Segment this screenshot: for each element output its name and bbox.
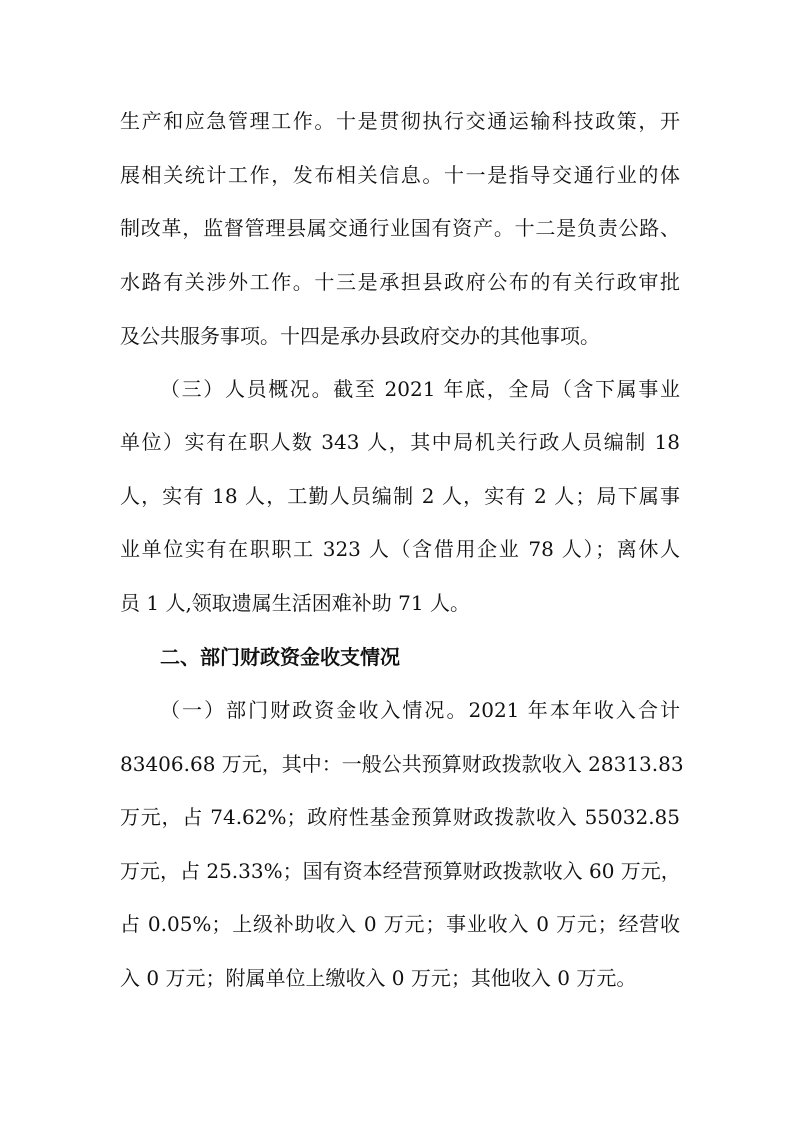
body-line: 水路有关涉外工作。十三是承担县政府公布的有关行政审批 [120,270,680,294]
body-line: 83406.68 万元，其中：一般公共预算财政拨款收入 28313.83 [120,752,684,776]
income-heading-line: （一）部门财政资金收入情况。2021 年本年收入合计 [160,698,680,722]
body-line: 入 0 万元；附属单位上缴收入 0 万元；其他收入 0 万元。 [120,966,637,990]
body-line: 及公共服务事项。十四是承办县政府交办的其他事项。 [120,324,600,348]
body-line: 人，实有 18 人，工勤人员编制 2 人，实有 2 人；局下属事 [120,484,680,508]
body-line: 万元，占 25.33%；国有资本经营预算财政拨款收入 60 万元， [120,859,681,883]
section-personnel-heading-line: （三）人员概况。截至 2021 年底，全局（含下属事业 [160,377,680,401]
body-line: 万元，占 74.62%；政府性基金预算财政拨款收入 55032.85 [120,805,680,829]
body-line: 占 0.05%；上级补助收入 0 万元；事业收入 0 万元；经营收 [120,912,680,936]
body-line: 员 1 人,领取遗属生活困难补助 71 人。 [120,591,470,615]
body-line: 业单位实有在职职工 323 人（含借用企业 78 人）；离休人 [120,537,680,561]
body-line: 生产和应急管理工作。十是贯彻执行交通运输科技政策，开 [120,109,680,133]
body-line: 制改革，监督管理县属交通行业国有资产。十二是负责公路、 [120,216,680,240]
body-line: 单位）实有在职人数 343 人，其中局机关行政人员编制 18 [120,430,680,454]
section-heading-finance: 二、部门财政资金收支情况 [160,645,400,669]
body-line: 展相关统计工作，发布相关信息。十一是指导交通行业的体 [120,163,680,187]
